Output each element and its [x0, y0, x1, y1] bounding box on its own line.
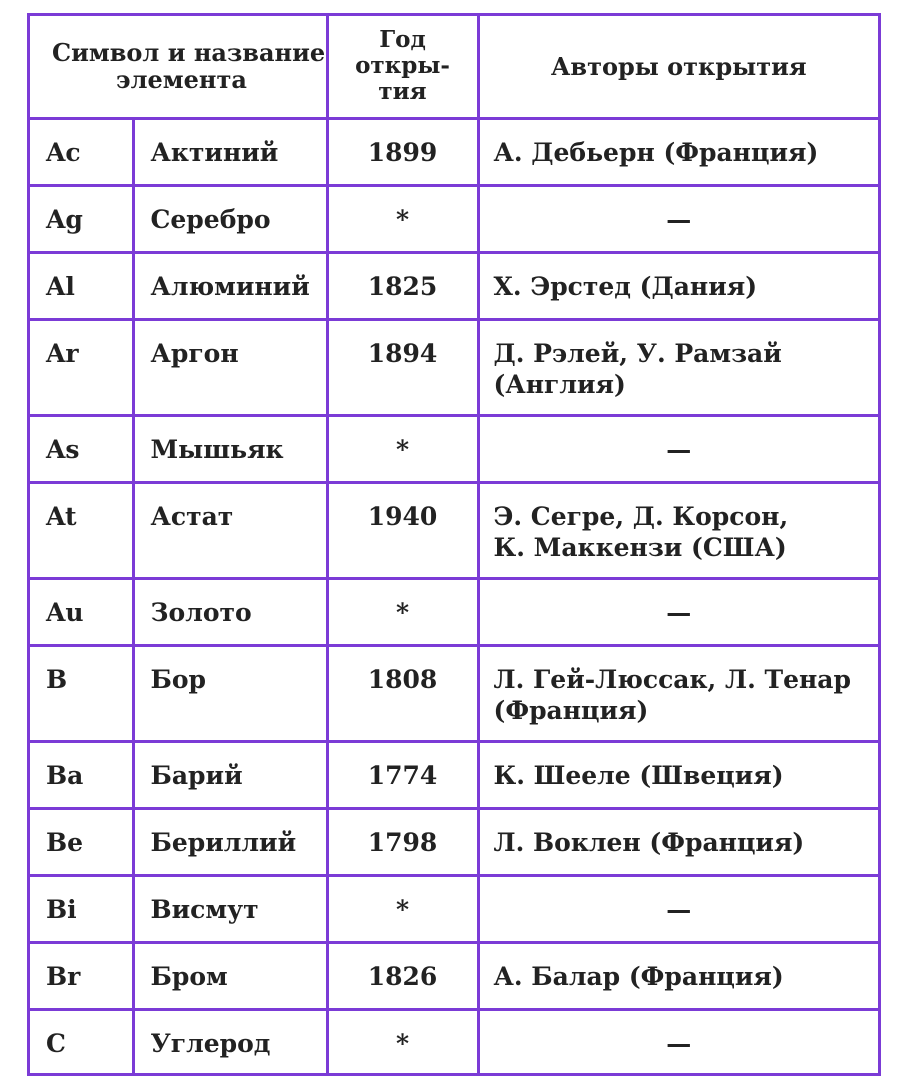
- element-name: Висмут: [133, 875, 327, 942]
- element-symbol: Bi: [30, 875, 133, 942]
- table-row: [30, 482, 878, 578]
- table-row: [30, 415, 878, 482]
- header-symbol-name-line2: элемента: [116, 65, 247, 95]
- table-row: [30, 252, 878, 319]
- authors-line: Х. Эрстед (Дания): [493, 271, 758, 301]
- authors-line: (Франция): [493, 695, 649, 725]
- discovery-year: 1899: [327, 118, 478, 185]
- discovery-authors: [478, 741, 878, 808]
- header-year-line2: откры-: [355, 52, 450, 80]
- table-row: [30, 319, 878, 415]
- header-year-line3: тия: [378, 78, 427, 106]
- discovery-authors: [478, 1009, 878, 1076]
- element-symbol: C: [30, 1009, 133, 1076]
- element-name: Бор: [133, 645, 327, 741]
- element-symbol: Ar: [30, 319, 133, 415]
- table-row: [30, 645, 878, 741]
- table-row: [30, 118, 878, 185]
- authors-line: —: [666, 597, 692, 627]
- element-symbol: At: [30, 482, 133, 578]
- element-discovery-table: [27, 13, 881, 1076]
- table-row: [30, 741, 878, 808]
- authors-line: А. Балар (Франция): [493, 961, 784, 991]
- table-row: [30, 185, 878, 252]
- element-name: Серебро: [133, 185, 327, 252]
- discovery-year: *: [327, 185, 478, 252]
- element-symbol: As: [30, 415, 133, 482]
- authors-line: Л. Гей-Люссак, Л. Тенар: [493, 664, 851, 694]
- element-name: Бром: [133, 942, 327, 1009]
- element-symbol: Ag: [30, 185, 133, 252]
- authors-line: Д. Рэлей, У. Рамзай: [493, 338, 782, 368]
- element-name: Актиний: [133, 118, 327, 185]
- discovery-authors: [478, 415, 878, 482]
- discovery-year: 1798: [327, 808, 478, 875]
- discovery-year: 1894: [327, 319, 478, 415]
- discovery-authors: [478, 808, 878, 875]
- table-row: [30, 808, 878, 875]
- discovery-authors: [478, 482, 878, 578]
- table-row: [30, 942, 878, 1009]
- discovery-year: 1808: [327, 645, 478, 741]
- discovery-year: *: [327, 415, 478, 482]
- table-row: [30, 875, 878, 942]
- element-name: Астат: [133, 482, 327, 578]
- element-name: Барий: [133, 741, 327, 808]
- discovery-authors: [478, 875, 878, 942]
- element-symbol: Ac: [30, 118, 133, 185]
- discovery-year: *: [327, 875, 478, 942]
- discovery-authors: [478, 942, 878, 1009]
- discovery-authors: [478, 118, 878, 185]
- header-row: [30, 16, 878, 118]
- authors-line: Э. Сегре, Д. Корсон,: [493, 501, 789, 531]
- authors-line: А. Дебьерн (Франция): [493, 137, 819, 167]
- element-symbol: B: [30, 645, 133, 741]
- header-year-line1: Год: [379, 26, 426, 54]
- element-name: Бериллий: [133, 808, 327, 875]
- discovery-year: 1826: [327, 942, 478, 1009]
- elements-table: [30, 16, 878, 1076]
- discovery-authors: [478, 185, 878, 252]
- element-symbol: Al: [30, 252, 133, 319]
- element-name: Алюминий: [133, 252, 327, 319]
- header-year: [327, 16, 478, 118]
- discovery-year: *: [327, 578, 478, 645]
- element-name: Аргон: [133, 319, 327, 415]
- table-row: [30, 578, 878, 645]
- discovery-year: *: [327, 1009, 478, 1076]
- authors-line: —: [666, 204, 692, 234]
- authors-line: К. Шееле (Швеция): [493, 760, 784, 790]
- element-symbol: Au: [30, 578, 133, 645]
- authors-line: К. Маккензи (США): [493, 532, 787, 562]
- discovery-year: 1825: [327, 252, 478, 319]
- discovery-authors: [478, 319, 878, 415]
- header-symbol-name: [30, 16, 327, 118]
- discovery-year: 1774: [327, 741, 478, 808]
- element-symbol: Br: [30, 942, 133, 1009]
- discovery-year: 1940: [327, 482, 478, 578]
- authors-line: —: [666, 434, 692, 464]
- table-row: [30, 1009, 878, 1076]
- authors-line: (Англия): [493, 369, 626, 399]
- authors-line: —: [666, 1028, 692, 1058]
- element-name: Углерод: [133, 1009, 327, 1076]
- discovery-authors: [478, 645, 878, 741]
- header-authors: Авторы открытия: [478, 16, 878, 118]
- element-name: Золото: [133, 578, 327, 645]
- discovery-authors: [478, 578, 878, 645]
- discovery-authors: [478, 252, 878, 319]
- authors-line: —: [666, 894, 692, 924]
- header-symbol-name-line1: Символ и название: [52, 38, 326, 68]
- authors-line: Л. Воклен (Франция): [493, 827, 805, 857]
- element-symbol: Ba: [30, 741, 133, 808]
- element-symbol: Be: [30, 808, 133, 875]
- element-name: Мышьяк: [133, 415, 327, 482]
